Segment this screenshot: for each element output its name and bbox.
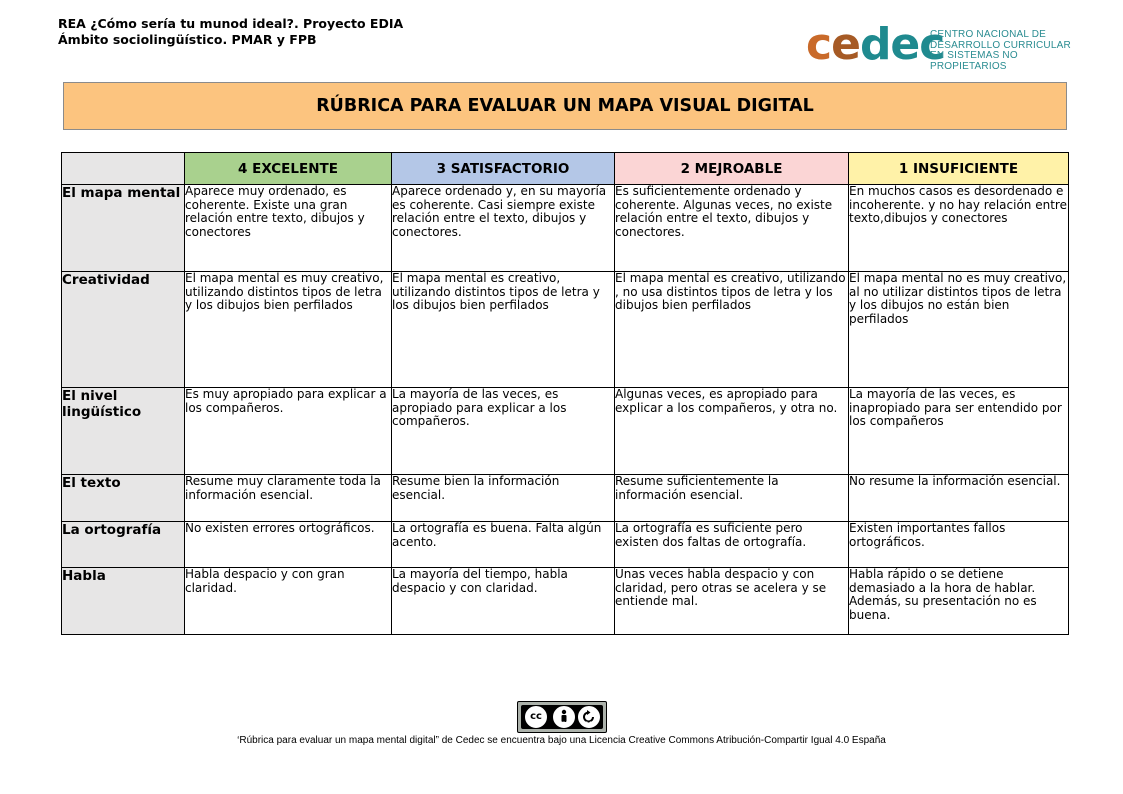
- license-footer-text: ‘Rúbrica para evaluar un mapa mental digital” de Cedec se encuentra bajo una Licencia Creative Commons Atribución-Compartir Igual 4.0 España: [237, 735, 886, 746]
- table-cell: En muchos casos es desordenado e incoherente. y no hay relación entre texto,dibujos y conectores: [849, 185, 1069, 272]
- table-cell: Existen importantes fallos ortográficos.: [849, 522, 1069, 568]
- logo-text-line-1: CENTRO NACIONAL DE: [930, 29, 1047, 40]
- column-header-mejorable: 2 MEJROABLE: [615, 153, 849, 185]
- table-cell: Unas veces habla despacio y con claridad, pero otras se acelera y se entiende mal.: [615, 568, 849, 635]
- table-cell: Resume bien la información esencial.: [392, 475, 615, 522]
- header-line-2: Ámbito sociolingüístico. PMAR y FPB: [58, 32, 317, 47]
- row-label: Creatividad: [62, 272, 185, 388]
- rubric-table: [61, 152, 1069, 635]
- creative-commons-badge[interactable]: [517, 701, 607, 733]
- column-header-satisfactorio: 3 SATISFACTORIO: [392, 153, 615, 185]
- table-cell: Algunas veces, es apropiado para explicar a los compañeros, y otra no.: [615, 388, 849, 475]
- table-cell: La mayoría de las veces, es inapropiado para ser entendido por los compañeros: [849, 388, 1069, 475]
- table-row: [62, 568, 1069, 635]
- table-cell: Resume muy claramente toda la información esencial.: [185, 475, 392, 522]
- row-label: El nivel lingüístico: [62, 388, 185, 475]
- logo-letter-c: c: [806, 19, 832, 70]
- cedec-subtitle: [930, 30, 1076, 72]
- table-cell: La ortografía es buena. Falta algún acento.: [392, 522, 615, 568]
- sa-label: SA: [584, 721, 593, 728]
- table-row: [62, 522, 1069, 568]
- table-cell: El mapa mental es muy creativo, utilizando distintos tipos de letra y los dibujos bien perfilados: [185, 272, 392, 388]
- table-cell: La mayoría del tiempo, habla despacio y con claridad.: [392, 568, 615, 635]
- cc-logo-icon: cc: [524, 705, 548, 729]
- row-label: La ortografía: [62, 522, 185, 568]
- table-cell: Habla despacio y con gran claridad.: [185, 568, 392, 635]
- table-row: [62, 272, 1069, 388]
- table-cell: No resume la información esencial.: [849, 475, 1069, 522]
- table-cell: El mapa mental es creativo, utilizando , no usa distintos tipos de letra y los dibujos bien perfilados: [615, 272, 849, 388]
- table-cell: Aparece muy ordenado, es coherente. Existe una gran relación entre texto, dibujos y conectores: [185, 185, 392, 272]
- table-row: [62, 185, 1069, 272]
- header-blank-cell: [62, 153, 185, 185]
- table-header-row: [62, 153, 1069, 185]
- table-cell: No existen errores ortográficos.: [185, 522, 392, 568]
- cedec-logo: [806, 19, 1076, 72]
- table-cell: El mapa mental no es muy creativo, al no utilizar distintos tipos de letra y los dibujos no están bien perfilados: [849, 272, 1069, 388]
- logo-letters-dec: dec: [859, 19, 945, 70]
- column-header-insuficiente: 1 INSUFICIENTE: [849, 153, 1069, 185]
- rubric-title-bar: [63, 82, 1067, 130]
- by-label: BY: [559, 721, 568, 728]
- logo-text-line-3: EN SISTEMAS NO PROPIETARIOS: [930, 50, 1018, 72]
- column-header-excelente: 4 EXCELENTE: [185, 153, 392, 185]
- table-cell: El mapa mental es creativo, utilizando distintos tipos de letra y los dibujos bien perfilados: [392, 272, 615, 388]
- row-label: El texto: [62, 475, 185, 522]
- table-cell: Aparece ordenado y, en su mayoría es coherente. Casi siempre existe relación entre el texto, dibujos y conectores.: [392, 185, 615, 272]
- rubric-title: RÚBRICA PARA EVALUAR UN MAPA VISUAL DIGITAL: [316, 96, 814, 116]
- logo-text-line-2: DESARROLLO CURRICULAR: [930, 39, 1071, 51]
- table-cell: Es suficientemente ordenado y coherente. Algunas veces, no existe relación entre el texto, dibujos y conectores.: [615, 185, 849, 272]
- table-cell: Resume suficientemente la información esencial.: [615, 475, 849, 522]
- cedec-wordmark: [806, 20, 944, 70]
- row-label: Habla: [62, 568, 185, 635]
- row-label: El mapa mental: [62, 185, 185, 272]
- table-cell: Es muy apropiado para explicar a los compañeros.: [185, 388, 392, 475]
- logo-letter-e: e: [831, 19, 860, 70]
- table-row: [62, 475, 1069, 522]
- header-line-1: REA ¿Cómo sería tu munod ideal?. Proyecto EDIA: [58, 16, 404, 31]
- table-cell: La ortografía es suficiente pero existen dos faltas de ortografía.: [615, 522, 849, 568]
- table-row: [62, 388, 1069, 475]
- cc-badge-inner: [521, 705, 603, 729]
- table-cell: La mayoría de las veces, es apropiado para explicar a los compañeros.: [392, 388, 615, 475]
- table-cell: Habla rápido o se detiene demasiado a la hora de hablar. Además, su presentación no es buena.: [849, 568, 1069, 635]
- document-header: [58, 16, 403, 48]
